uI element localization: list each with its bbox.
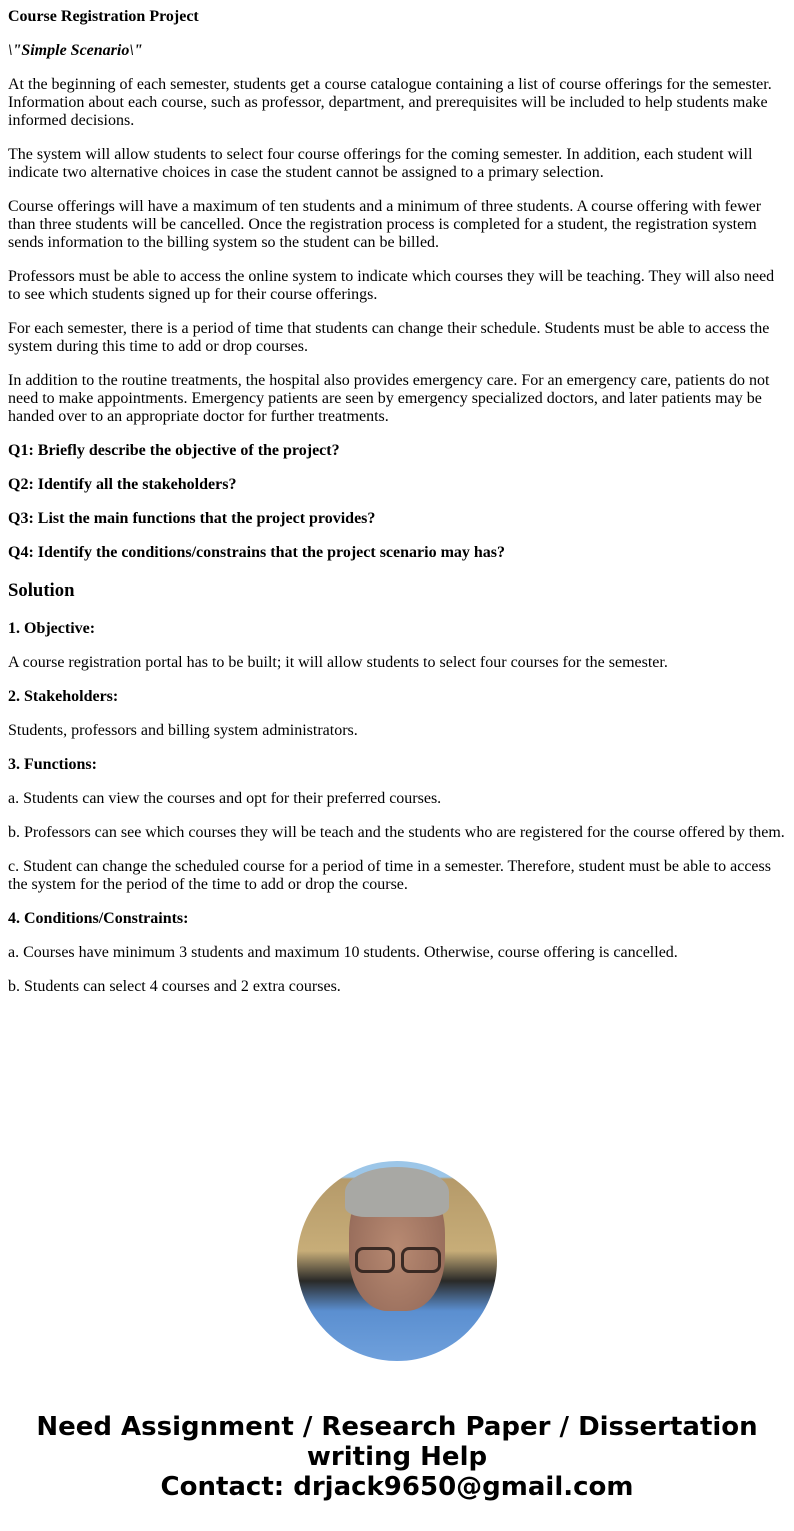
question-4: Q4: Identify the conditions/constrains that the project scenario may has? <box>8 544 506 561</box>
scenario-subtitle: \"Simple Scenario\" <box>8 42 143 59</box>
glasses-left-lens <box>355 1247 395 1273</box>
footer-promo: Need Assignment / Research Paper / Dissertation writing Help <box>36 1412 758 1472</box>
constraint-item: a. Courses have minimum 3 students and maximum 10 students. Otherwise, course offering is cancelled. <box>8 944 678 961</box>
glasses-right-lens <box>401 1247 441 1273</box>
objective-text: A course registration portal has to be built; it will allow students to select four courses for the semester. <box>8 654 668 671</box>
stakeholders-text: Students, professors and billing system administrators. <box>8 722 358 739</box>
question-1: Q1: Briefly describe the objective of the project? <box>8 442 340 459</box>
scenario-paragraph: Professors must be able to access the online system to indicate which courses they will be teaching. They will also need to see which students signed up for their course offerings. <box>8 268 775 303</box>
document-title: Course Registration Project <box>8 8 199 25</box>
function-item: a. Students can view the courses and opt for their preferred courses. <box>8 790 442 807</box>
question-2: Q2: Identify all the stakeholders? <box>8 476 237 493</box>
scenario-paragraph: For each semester, there is a period of time that students can change their schedule. Students must be able to access the system during this time to add or drop courses. <box>8 320 770 355</box>
contact-footer <box>0 1412 794 1502</box>
constraint-item: b. Students can select 4 courses and 2 extra courses. <box>8 978 341 995</box>
function-item: c. Student can change the scheduled course for a period of time in a semester. Therefore, student must be able to access the system for the period of the time to add or drop the course. <box>8 858 771 893</box>
scenario-paragraph: At the beginning of each semester, students get a course catalogue containing a list of course offerings for the semester. Information about each course, such as professor, department, and prerequisites will be included to help students make informed decisions. <box>8 76 772 129</box>
stakeholders-heading: 2. Stakeholders: <box>8 688 119 705</box>
constraints-heading: 4. Conditions/Constraints: <box>8 910 189 927</box>
author-photo <box>297 1161 497 1361</box>
document-body <box>0 8 794 996</box>
scenario-paragraph: Course offerings will have a maximum of ten students and a minimum of three students. A course offering with fewer than three students will be cancelled. Once the registration process is completed for a student, the registration system sends information to the billing system so the student can be billed. <box>8 198 762 251</box>
scenario-paragraph: In addition to the routine treatments, the hospital also provides emergency care. For an emergency care, patients do not need to make appointments. Emergency patients are seen by emergency specialized doctors, and later patients may be handed over to an appropriate doctor for further treatments. <box>8 372 770 425</box>
functions-heading: 3. Functions: <box>8 756 97 773</box>
footer-contact: Contact: drjack9650@gmail.com <box>160 1472 634 1502</box>
function-item: b. Professors can see which courses they will be teach and the students who are registered for the course offered by them. <box>8 824 785 841</box>
solution-heading: Solution <box>8 580 75 601</box>
question-3: Q3: List the main functions that the project provides? <box>8 510 376 527</box>
objective-heading: 1. Objective: <box>8 620 96 637</box>
author-hair <box>345 1167 449 1217</box>
scenario-paragraph: The system will allow students to select four course offerings for the coming semester. In addition, each student will indicate two alternative choices in case the student cannot be assigned to a primary selection. <box>8 146 753 181</box>
